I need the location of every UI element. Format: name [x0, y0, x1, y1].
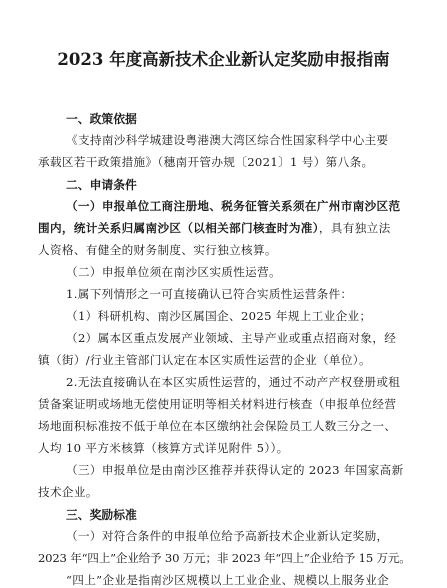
condition-1-line-2-bold: 围内，统计关系归属南沙区（以相关部门核查时为准）: [38, 221, 319, 235]
reward-2-line-1: “四上”企业是指南沙区规模以上工业企业、规模以上服务业企: [66, 573, 390, 587]
condition-2: （二）申报单位须在南沙区实质性运营。: [66, 265, 281, 279]
reward-1-line-1: （一）对符合条件的申报单位给予高新技术企业新认定奖励，: [66, 529, 389, 543]
condition-1-line-2-rest: ，具有独立法: [318, 221, 391, 235]
condition-1-line-1: （一）申报单位工商注册地、税务征管关系须在广州市南沙区范: [66, 199, 401, 213]
condition-2-item-1b-line-2: 镇（街）/行业主管部门认定在本区实质性运营的企业（单位）。: [38, 353, 371, 367]
heading-conditions: 二、申请条件: [66, 178, 137, 192]
condition-3-line-1: （三）申报单位是由南沙区推荐并获得认定的 2023 年国家高新: [66, 463, 404, 477]
policy-text-line-2: 承载区若干政策措施》（穗南开管办规〔2021〕1 号）第八条。: [38, 155, 374, 169]
condition-1-line-3: 人资格、有健全的财务制度、实行独立核算。: [38, 243, 277, 257]
condition-2-item-2-line-4: 人均 10 平方米核算（核算方式详见附件 5））。: [38, 441, 289, 455]
condition-3-line-2: 技术企业。: [38, 485, 98, 499]
condition-2-item-1a: （1）科研机构、南沙区属国企、2025 年规上工业企业；: [66, 309, 372, 323]
condition-1-line-2: [38, 220, 391, 236]
policy-text-line-1: 《支持南沙科学城建设粤港澳大湾区综合性国家科学中心主要: [66, 133, 389, 147]
heading-policy-basis: 一、政策依据: [66, 112, 137, 126]
heading-reward-standard: 三、奖励标准: [66, 508, 137, 522]
document-title: 2023 年度高新技术企业新认定奖励申报指南: [57, 50, 390, 69]
condition-2-item-1: 1.属下列情形之一可直接确认已符合实质性运营条件：: [66, 287, 353, 301]
condition-2-item-2-line-1: 2.无法直接确认在本区实质性运营的，通过不动产产权登册或租: [66, 375, 401, 389]
condition-2-item-1b-line-1: （2）属本区重点发展产业领域、主导产业或重点招商对象，经: [66, 331, 397, 345]
condition-2-item-2-line-3: 场地面积标准按不低于单位在本区缴纳社会保险员工人数三分之一、: [38, 419, 397, 433]
reward-1-line-2: 2023 年“四上”企业给予 30 万元；非 2023 年“四上”企业给予 15 万元。: [38, 551, 411, 565]
condition-2-item-2-line-2: 赁备案证明或场地无偿使用证明等相关材料进行核查（申报单位经营: [38, 397, 397, 411]
